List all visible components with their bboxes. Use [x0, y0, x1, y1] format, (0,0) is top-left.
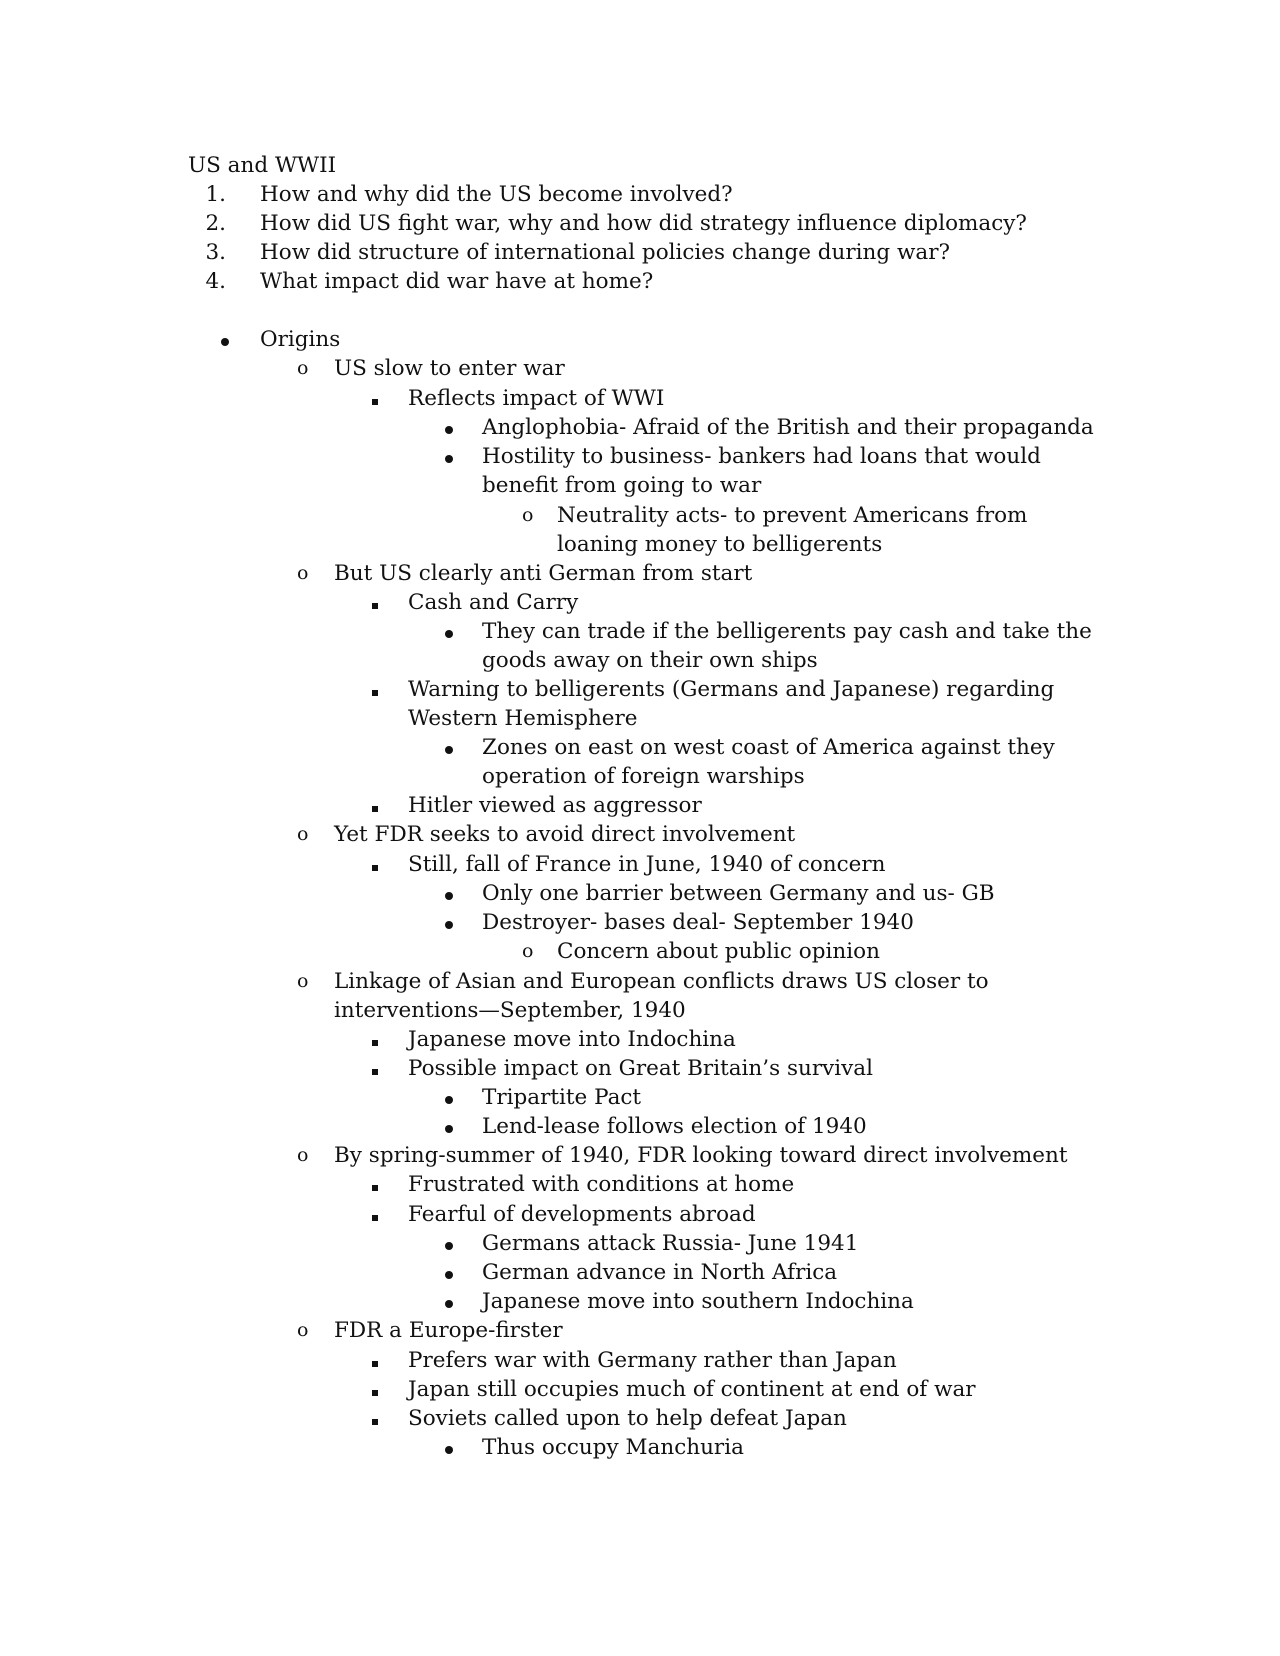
- bullet-icon: [221, 325, 229, 354]
- document-title: US and WWII: [188, 153, 337, 178]
- square-bullet-icon: [372, 850, 378, 879]
- subpoint-text: Zones on east on west coast of America against they: [482, 735, 1055, 760]
- bullet-icon: [445, 1112, 453, 1141]
- point-text: Still, fall of France in June, 1940 of concern: [408, 852, 886, 877]
- circle-bullet-icon: o: [297, 823, 309, 845]
- point-text: Frustrated with conditions at home: [408, 1172, 795, 1197]
- point-text: Reflects impact of WWI: [408, 386, 665, 411]
- point-text: Warning to belligerents (Germans and Japanese) regarding: [408, 677, 1055, 702]
- square-bullet-icon: [372, 1025, 378, 1054]
- subpoint-text: Tripartite Pact: [482, 1085, 642, 1110]
- bullet-icon: [445, 1287, 453, 1316]
- square-bullet-icon: [372, 588, 378, 617]
- subpoint-text: Germans attack Russia- June 1941: [482, 1231, 859, 1256]
- square-bullet-icon: [372, 384, 378, 413]
- square-bullet-icon: [372, 1054, 378, 1083]
- circle-bullet-icon: o: [297, 970, 309, 992]
- subpoint-text: Japanese move into southern Indochina: [482, 1289, 914, 1314]
- subpoint-text: Lend-lease follows election of 1940: [482, 1114, 867, 1139]
- bullet-icon: [445, 908, 453, 937]
- question-text: What impact did war have at home?: [260, 269, 654, 294]
- point-text: Prefers war with Germany rather than Japan: [408, 1348, 897, 1373]
- question-number: 4.: [205, 269, 226, 294]
- point-text: Japanese move into Indochina: [408, 1027, 736, 1052]
- section-text: FDR a Europe-firster: [334, 1318, 563, 1343]
- section-text: US slow to enter war: [334, 356, 565, 381]
- bullet-icon: [445, 1083, 453, 1112]
- circle-bullet-icon: o: [297, 1144, 309, 1166]
- circle-bullet-icon: o: [297, 562, 309, 584]
- question-text: How and why did the US become involved?: [260, 182, 733, 207]
- point-text: Possible impact on Great Britain’s survival: [408, 1056, 873, 1081]
- question-text: How did US fight war, why and how did strategy influence diplomacy?: [260, 211, 1027, 236]
- subpoint-text: benefit from going to war: [482, 473, 762, 498]
- question-number: 3.: [205, 240, 226, 265]
- bullet-icon: [445, 879, 453, 908]
- section-text: By spring-summer of 1940, FDR looking toward direct involvement: [334, 1143, 1068, 1168]
- bullet-icon: [445, 1229, 453, 1258]
- point-text: Western Hemisphere: [408, 706, 638, 731]
- subpoint-text: goods away on their own ships: [482, 648, 818, 673]
- detail-text: loaning money to belligerents: [557, 532, 883, 557]
- square-bullet-icon: [372, 1404, 378, 1433]
- bullet-icon: [445, 617, 453, 646]
- circle-bullet-icon: o: [522, 504, 534, 526]
- subpoint-text: Thus occupy Manchuria: [482, 1435, 744, 1460]
- point-text: Cash and Carry: [408, 590, 579, 615]
- section-text: Yet FDR seeks to avoid direct involvement: [334, 822, 796, 847]
- subpoint-text: operation of foreign warships: [482, 764, 805, 789]
- bullet-icon: [445, 413, 453, 442]
- square-bullet-icon: [372, 1200, 378, 1229]
- square-bullet-icon: [372, 1375, 378, 1404]
- subpoint-text: Only one barrier between Germany and us- GB: [482, 881, 995, 906]
- point-text: Hitler viewed as aggressor: [408, 793, 702, 818]
- subpoint-text: German advance in North Africa: [482, 1260, 838, 1285]
- bullet-icon: [445, 1258, 453, 1287]
- point-text: Soviets called upon to help defeat Japan: [408, 1406, 847, 1431]
- circle-bullet-icon: o: [297, 357, 309, 379]
- section-text: interventions—September, 1940: [334, 998, 686, 1023]
- square-bullet-icon: [372, 675, 378, 704]
- subpoint-text: Hostility to business- bankers had loans that would: [482, 444, 1041, 469]
- circle-bullet-icon: o: [522, 940, 534, 962]
- section-text: But US clearly anti German from start: [334, 561, 753, 586]
- question-number: 1.: [205, 182, 226, 207]
- point-text: Fearful of developments abroad: [408, 1202, 756, 1227]
- square-bullet-icon: [372, 791, 378, 820]
- outline-heading: Origins: [260, 327, 341, 352]
- subpoint-text: Destroyer- bases deal- September 1940: [482, 910, 914, 935]
- bullet-icon: [445, 442, 453, 471]
- question-text: How did structure of international policies change during war?: [260, 240, 951, 265]
- subpoint-text: Anglophobia- Afraid of the British and their propaganda: [482, 415, 1094, 440]
- detail-text: Concern about public opinion: [557, 939, 880, 964]
- point-text: Japan still occupies much of continent at end of war: [408, 1377, 976, 1402]
- circle-bullet-icon: o: [297, 1319, 309, 1341]
- section-text: Linkage of Asian and European conflicts draws US closer to: [334, 969, 989, 994]
- subpoint-text: They can trade if the belligerents pay cash and take the: [482, 619, 1092, 644]
- detail-text: Neutrality acts- to prevent Americans from: [557, 503, 1028, 528]
- square-bullet-icon: [372, 1170, 378, 1199]
- square-bullet-icon: [372, 1346, 378, 1375]
- bullet-icon: [445, 733, 453, 762]
- question-number: 2.: [205, 211, 226, 236]
- bullet-icon: [445, 1433, 453, 1462]
